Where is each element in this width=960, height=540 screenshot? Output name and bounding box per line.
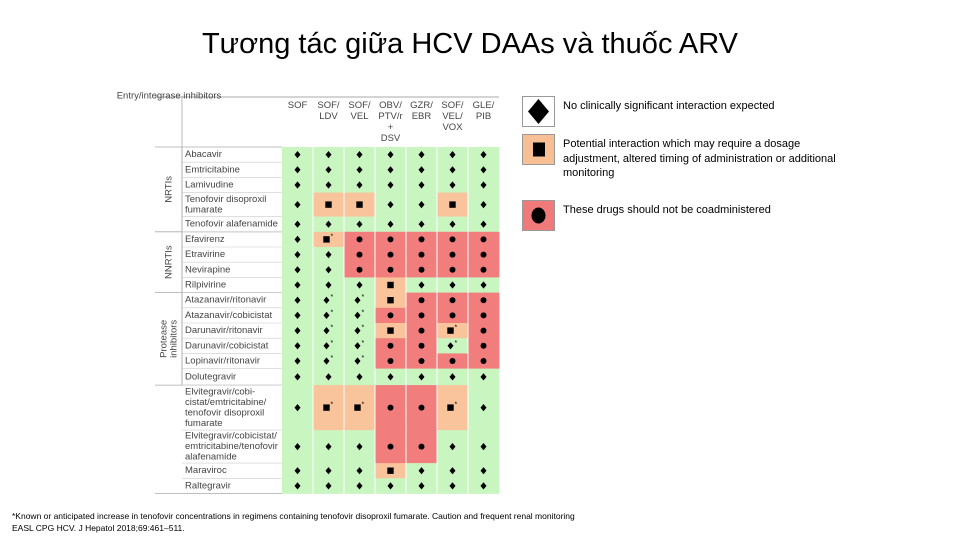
circle-icon	[419, 328, 425, 334]
circle-icon	[450, 236, 456, 242]
circle-icon	[388, 358, 394, 364]
square-icon	[387, 282, 393, 288]
drug-label: Atazanavir/cobicistat	[185, 309, 273, 321]
citation: EASL CPG HCV. J Hepatol 2018;69:461–511.	[12, 523, 185, 533]
column-header: DSV	[380, 133, 401, 144]
drug-label: Darunavir/ritonavir	[185, 325, 263, 337]
circle-icon	[481, 358, 487, 364]
drug-label: Maraviroc	[185, 465, 227, 477]
circle-icon	[523, 201, 554, 230]
circle-icon	[419, 405, 425, 411]
column-header: VEL/	[442, 111, 463, 122]
square-icon	[354, 404, 360, 410]
square-icon	[387, 468, 393, 474]
interaction-matrix	[116, 90, 498, 510]
interaction-matrix-svg	[116, 90, 498, 510]
group-label: NNRTIs	[163, 245, 175, 280]
page-title: Tương tác giữa HCV DAAs và thuốc ARV	[201, 28, 739, 60]
column-header: LDV	[319, 111, 338, 122]
circle-icon	[419, 444, 425, 450]
circle-icon	[419, 343, 425, 349]
circle-icon	[388, 267, 394, 273]
circle-icon	[419, 358, 425, 364]
column-header: GZR/	[410, 100, 433, 111]
asterisk-mark: *	[454, 401, 458, 409]
square-icon	[356, 201, 362, 207]
square-icon	[323, 236, 329, 242]
circle-icon	[481, 328, 487, 334]
circle-icon	[388, 405, 394, 411]
drug-label: fumarate	[185, 204, 223, 216]
circle-icon	[419, 252, 425, 258]
group-label: NRTIs	[163, 176, 175, 203]
legend-swatch-square	[522, 134, 555, 165]
square-icon	[523, 135, 554, 164]
drug-label: Emtricitabine	[185, 164, 240, 176]
diamond-icon	[523, 97, 554, 126]
circle-icon	[419, 267, 425, 273]
circle-icon	[481, 297, 487, 303]
drug-label: cistat/emtricitabine/	[185, 396, 267, 408]
asterisk-mark: *	[361, 401, 365, 409]
square-icon	[323, 404, 329, 410]
circle-icon	[450, 252, 456, 258]
drug-label: fumarate	[185, 417, 223, 429]
asterisk-mark: *	[361, 339, 365, 347]
column-header: VEL	[350, 111, 369, 122]
asterisk-mark: *	[330, 401, 334, 409]
drug-label: Dolutegravir	[185, 371, 237, 383]
drug-label: Elvitegravir/cobi-	[185, 386, 256, 398]
drug-label: Elvitegravir/cobicistat/	[185, 430, 277, 442]
asterisk-mark: *	[330, 294, 334, 302]
square-icon	[449, 201, 455, 207]
circle-icon	[388, 444, 394, 450]
drug-label: Lopinavir/ritonavir	[185, 355, 260, 367]
asterisk-mark: *	[361, 294, 365, 302]
drug-label: Abacavir	[185, 149, 222, 161]
asterisk-mark: *	[330, 324, 334, 332]
legend-text-no-interaction: No clinically significant interaction expected	[563, 100, 775, 112]
asterisk-mark: *	[454, 324, 458, 332]
asterisk-mark: *	[330, 309, 334, 317]
asterisk-mark: *	[330, 339, 334, 347]
drug-label: Darunavir/cobicistat	[185, 340, 269, 352]
circle-icon	[419, 297, 425, 303]
circle-icon	[388, 236, 394, 242]
circle-icon	[357, 252, 363, 258]
footnote: *Known or anticipated increase in tenofovir concentrations in regimens containing tenofovir disoproxil fumarate. Caution and frequent renal monitoring	[12, 511, 575, 521]
circle-icon	[419, 236, 425, 242]
legend-swatch-circle	[522, 200, 555, 231]
drug-label: Efavirenz	[185, 233, 225, 245]
square-icon	[387, 297, 393, 303]
square-icon	[447, 327, 453, 333]
column-header: SOF/	[317, 100, 340, 111]
circle-icon	[481, 236, 487, 242]
drug-label: Etravirine	[185, 249, 226, 261]
drug-label: Tenofovir disoproxil	[185, 193, 267, 205]
drug-label: tenofovir disoproxil	[185, 407, 265, 419]
drug-label: Nevirapine	[185, 264, 231, 276]
group-label: Protease	[158, 319, 170, 358]
circle-icon	[388, 312, 394, 318]
drug-label: alafenamide	[185, 451, 237, 463]
legend-text-do-not-coadminister: These drugs should not be coadministered	[563, 204, 771, 216]
column-header: PIB	[475, 111, 492, 122]
asterisk-mark: *	[454, 339, 458, 347]
drug-label: Lamivudine	[185, 179, 234, 191]
drug-label: Rilpivirine	[185, 279, 227, 291]
column-header: VOX	[442, 122, 463, 133]
group-label: inhibitors	[168, 319, 180, 358]
circle-icon	[481, 267, 487, 273]
circle-icon	[388, 343, 394, 349]
column-header: PTV/r	[378, 111, 403, 122]
column-header: SOF	[287, 100, 308, 111]
asterisk-mark: *	[330, 233, 334, 241]
asterisk-mark: *	[361, 324, 365, 332]
column-header: +	[387, 122, 394, 133]
column-header: GLE/	[472, 100, 495, 111]
circle-icon	[450, 267, 456, 273]
legend-swatch-diamond	[522, 96, 555, 127]
circle-icon	[450, 312, 456, 318]
column-header: SOF/	[441, 100, 464, 111]
legend-text-potential-interaction: Potential interaction which may require a dosage adjustment, altered timing of administration or additional monitoring	[563, 138, 836, 179]
column-header: SOF/	[348, 100, 371, 111]
square-icon	[325, 201, 331, 207]
drug-label: Raltegravir	[185, 480, 231, 492]
column-header: OBV/	[379, 100, 402, 111]
circle-icon	[450, 358, 456, 364]
circle-icon	[481, 343, 487, 349]
circle-icon	[481, 252, 487, 258]
circle-icon	[357, 236, 363, 242]
drug-label: Tenofovir alafenamide	[185, 218, 278, 230]
circle-icon	[481, 312, 487, 318]
asterisk-mark: *	[361, 309, 365, 317]
group-label: Entry/integrase inhibitors	[116, 90, 222, 102]
column-header: EBR	[411, 111, 432, 122]
square-icon	[387, 327, 393, 333]
asterisk-mark: *	[361, 355, 365, 362]
drug-label: Atazanavir/ritonavir	[185, 294, 267, 306]
circle-icon	[419, 312, 425, 318]
asterisk-mark: *	[330, 355, 334, 362]
drug-label: emtricitabine/tenofovir	[185, 441, 278, 453]
circle-icon	[450, 297, 456, 303]
circle-icon	[357, 267, 363, 273]
circle-icon	[388, 252, 394, 258]
square-icon	[447, 404, 453, 410]
